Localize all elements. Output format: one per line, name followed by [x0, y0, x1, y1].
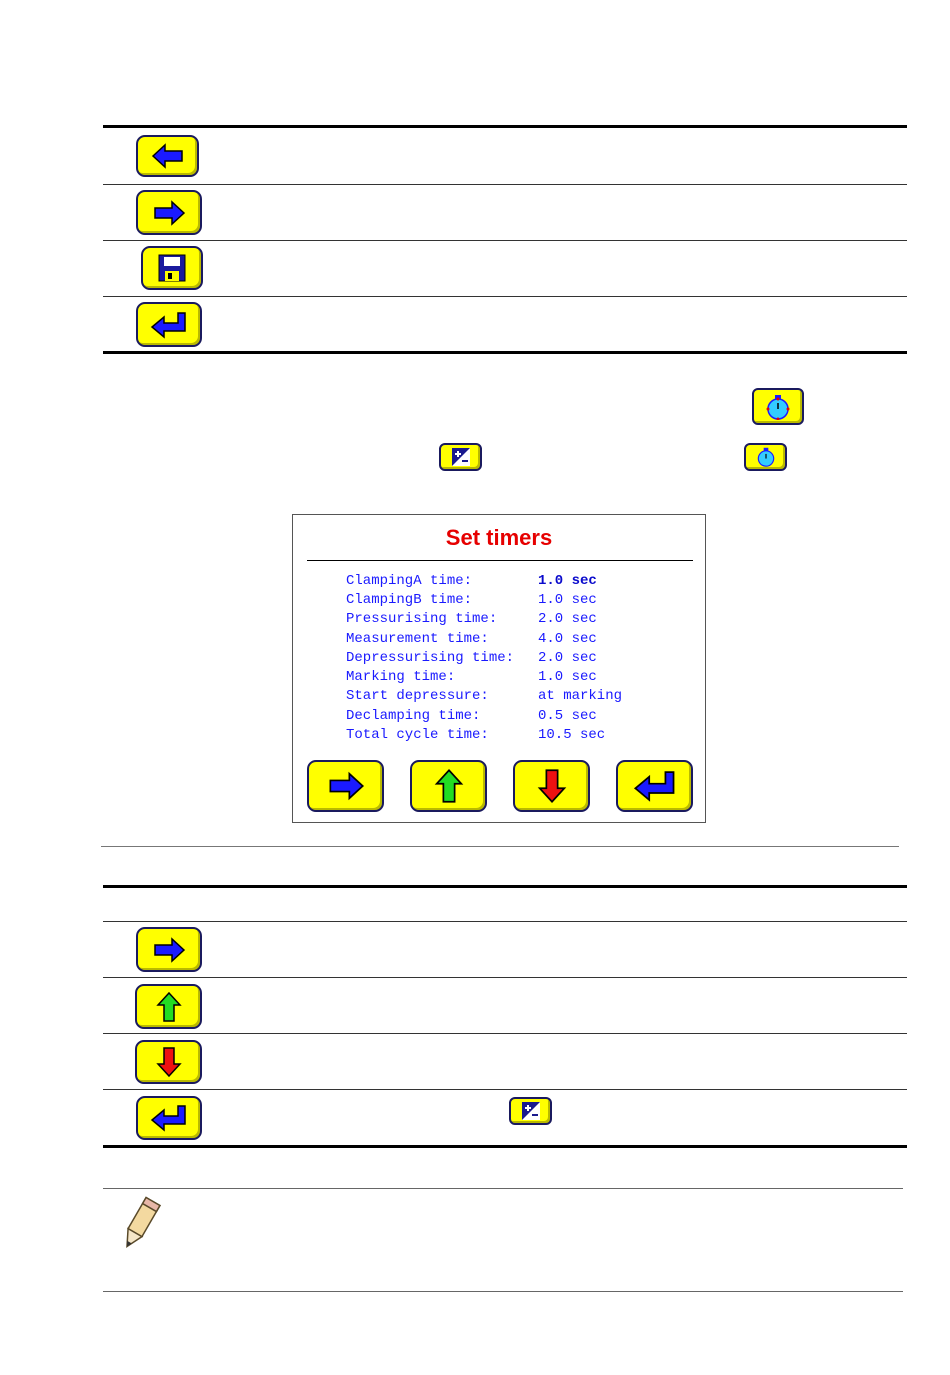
next-button[interactable] [136, 190, 202, 235]
plus-minus-button[interactable] [509, 1097, 552, 1125]
arrow-right-icon [327, 771, 365, 801]
timer-value: 1.0 sec [538, 573, 597, 589]
timer-row[interactable] [346, 669, 597, 685]
timer-label: Start depressure: [346, 688, 489, 704]
timer-row[interactable] [346, 688, 622, 704]
timer-row [346, 727, 605, 743]
stopwatch-button[interactable] [752, 388, 804, 425]
floppy-disk-icon [158, 254, 186, 282]
timer-row[interactable] [346, 708, 597, 724]
note-bottom-rule [103, 1291, 903, 1292]
table2-divider [103, 1033, 907, 1034]
table1-divider [103, 296, 907, 297]
plus-minus-icon [521, 1101, 541, 1121]
timer-row[interactable] [346, 592, 597, 608]
screen-title: Set timers [445, 525, 553, 550]
screen-next-button[interactable] [307, 760, 384, 812]
timer-value: 1.0 sec [538, 669, 597, 685]
timer-label: Depressurising time: [346, 650, 515, 666]
table1-divider [103, 240, 907, 241]
timer-row[interactable] [346, 631, 597, 647]
table2-top-rule [103, 885, 907, 888]
timer-value: 10.5 sec [538, 727, 606, 743]
next-button[interactable] [136, 927, 202, 972]
screen-title-rule [307, 560, 693, 561]
up-button[interactable] [135, 984, 202, 1029]
arrow-right-icon [152, 937, 186, 963]
stopwatch-button[interactable] [744, 443, 787, 471]
timer-value: at marking [538, 688, 623, 704]
timer-label: Declamping time: [346, 708, 481, 724]
timer-value: 2.0 sec [538, 611, 597, 627]
enter-button[interactable] [136, 302, 202, 347]
table1-bottom-rule [103, 351, 907, 354]
table2-divider [103, 977, 907, 978]
timer-row[interactable] [346, 650, 597, 666]
timer-label: Measurement time: [346, 631, 489, 647]
arrow-up-icon [434, 768, 464, 804]
table2-bottom-rule [103, 1145, 907, 1148]
down-button[interactable] [135, 1040, 202, 1084]
timer-label: ClampingA time: [346, 573, 473, 589]
section-divider [101, 846, 899, 847]
timer-label: Total cycle time: [346, 727, 489, 743]
save-button[interactable] [141, 246, 203, 290]
stopwatch-icon [765, 394, 791, 420]
enter-return-icon [150, 311, 188, 339]
plus-minus-button[interactable] [439, 443, 482, 471]
timer-label: Marking time: [346, 669, 456, 685]
timer-row[interactable] [346, 573, 597, 589]
table1-divider [103, 184, 907, 185]
pencil-icon [112, 1194, 168, 1254]
set-timers-screen [292, 514, 706, 823]
screen-enter-button[interactable] [616, 760, 693, 812]
table2-divider [103, 1089, 907, 1090]
plus-minus-icon [451, 447, 471, 467]
timer-value: 2.0 sec [538, 650, 597, 666]
table1-top-rule [103, 125, 907, 128]
back-button[interactable] [136, 135, 199, 177]
arrow-right-icon [152, 200, 186, 226]
timer-label: ClampingB time: [346, 592, 473, 608]
timer-value: 4.0 sec [538, 631, 597, 647]
enter-return-icon [633, 769, 677, 803]
screen-up-button[interactable] [410, 760, 487, 812]
arrow-left-icon [151, 143, 185, 169]
enter-button[interactable] [136, 1096, 202, 1140]
note-top-rule [103, 1188, 903, 1189]
screen-down-button[interactable] [513, 760, 590, 812]
arrow-down-icon [156, 1046, 182, 1078]
arrow-up-icon [156, 991, 182, 1023]
table2-divider [103, 921, 907, 922]
arrow-down-icon [537, 768, 567, 804]
timer-value: 1.0 sec [538, 592, 597, 608]
timer-label: Pressurising time: [346, 611, 498, 627]
timer-row[interactable] [346, 611, 597, 627]
enter-return-icon [150, 1104, 188, 1132]
stopwatch-icon [756, 447, 776, 467]
timer-value: 0.5 sec [538, 708, 597, 724]
